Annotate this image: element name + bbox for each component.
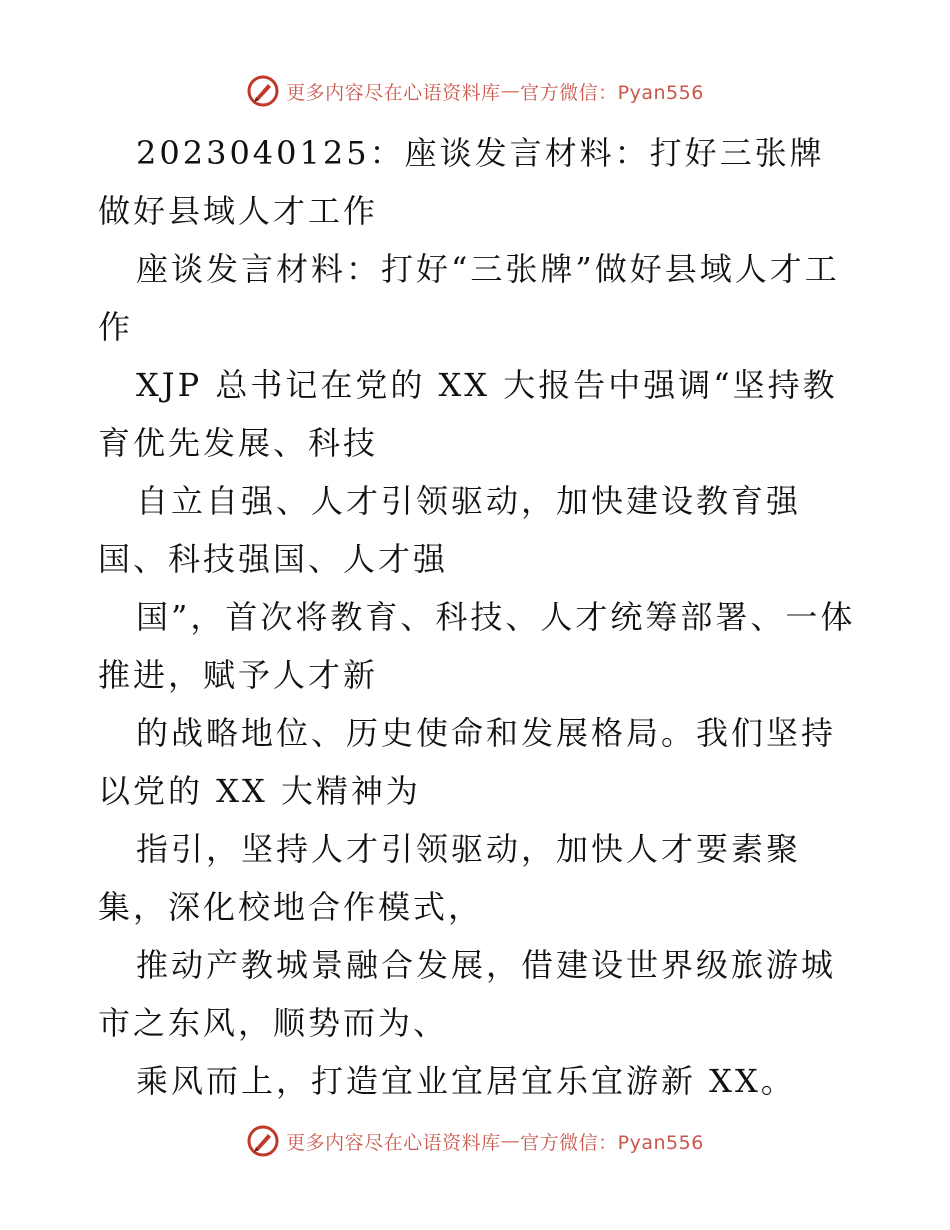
watermark-text: 更多内容尽在心语资料库 [286,1131,501,1154]
footer-watermark [0,1124,950,1158]
watermark-suffix: 官方微信：Pyan556 [520,1131,704,1154]
pen-logo-icon [246,1124,280,1158]
paragraph: 的战略地位、历史使命和发展格局。我们坚持以党的 XX 大精神为 [98,714,837,810]
paragraph: 2023040125：座谈发言材料：打好三张牌做好县域人才工作 [98,134,825,230]
paragraph: 指引，坚持人才引领驱动，加快人才要素聚集，深化校地合作模式， [98,830,802,926]
watermark-separator: — [500,80,521,102]
paragraph: 座谈发言材料：打好“三张牌”做好县域人才工作 [98,250,840,346]
paragraph: XJP 总书记在党的 XX 大报告中强调“坚持教育优先发展、科技 [98,366,838,462]
header-watermark [0,74,950,108]
document-body [98,124,858,1110]
watermark-text: 更多内容尽在心语资料库 [286,81,501,104]
paragraph: 乘风而上，打造宜业宜居宜乐宜游新 XX。 [136,1062,796,1100]
paragraph: 自立自强、人才引领驱动，加快建设教育强国、科技强国、人才强 [98,482,802,578]
pen-logo-icon [246,74,280,108]
paragraph: 国”，首次将教育、科技、人才统筹部署、一体推进，赋予人才新 [98,598,856,694]
watermark-suffix: 官方微信：Pyan556 [520,81,704,104]
watermark-separator: — [500,1130,521,1152]
paragraph: 推动产教城景融合发展，借建设世界级旅游城市之东风，顺势而为、 [98,946,837,1042]
